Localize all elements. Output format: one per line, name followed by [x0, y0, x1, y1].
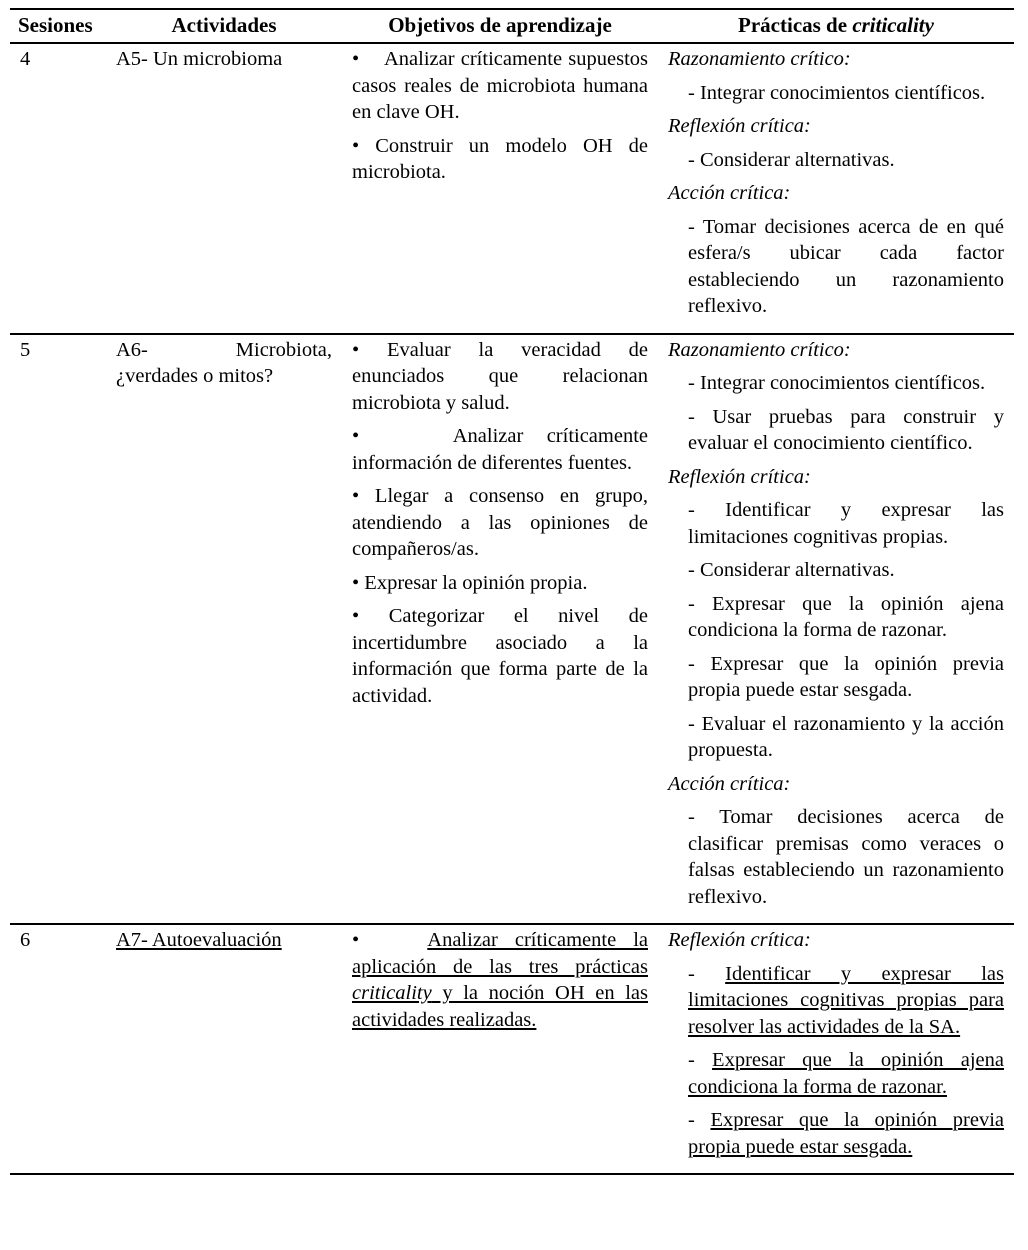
objective-item: • Evaluar la veracidad de enunciados que relacionan microbiota y salud. — [352, 338, 648, 414]
practice-item: - Usar pruebas para construir y evaluar el conocimiento científico. — [688, 405, 1004, 454]
table-row-session-5 — [10, 334, 1014, 925]
objective-item: • Analizar críticamente supuestos casos reales de microbiota humana en clave OH. — [352, 48, 648, 123]
header-objetivos: Objetivos de aprendizaje — [342, 9, 658, 43]
session-number: 4 — [10, 43, 106, 334]
practice-text: Identificar y expresar las limitaciones cognitivas propias para resolver las actividades de la SA. — [688, 962, 1004, 1038]
table-row-session-6 — [10, 924, 1014, 1174]
header-sesiones: Sesiones — [10, 9, 106, 43]
practice-item: - Expresar que la opinión previa propia puede estar sesgada. — [688, 652, 1004, 701]
practice-category: Razonamiento crítico: — [668, 48, 851, 70]
practice-dash: - — [688, 1049, 713, 1071]
objectives-cell — [342, 43, 658, 334]
practice-category: Acción crítica: — [668, 772, 791, 795]
header-practicas-italic: criticality — [852, 13, 934, 37]
activity-label: A7- Autoevaluación — [116, 929, 282, 951]
header-practicas — [658, 9, 1014, 43]
practices-cell — [658, 334, 1014, 925]
practice-category: Reflexión crítica: — [668, 929, 811, 951]
objective-item: • Llegar a consenso en grupo, atendiendo a las opiniones de compañeros/as. — [352, 485, 648, 560]
practice-text: Expresar que la opinión previa propia puede estar sesgada. — [688, 1109, 1005, 1158]
practice-item: - Expresar que la opinión ajena condiciona la forma de razonar. — [688, 592, 1004, 641]
activity-cell — [106, 924, 342, 1174]
header-practicas-prefix: Prácticas de — [738, 13, 853, 37]
session-number: 6 — [10, 924, 106, 1174]
practice-item: - Considerar alternativas. — [688, 148, 895, 171]
session-number: 5 — [10, 334, 106, 925]
objective-item: • Expresar la opinión propia. — [352, 571, 588, 594]
practice-dash: - — [688, 1109, 711, 1131]
practice-item: - Considerar alternativas. — [688, 559, 895, 581]
objective-item — [352, 927, 648, 1033]
practice-category: Reflexión crítica: — [668, 465, 811, 488]
practices-cell — [658, 43, 1014, 334]
objective-bullet: • — [352, 929, 428, 951]
criticality-table — [10, 8, 1014, 1175]
practice-item: - Evaluar el razonamiento y la acción propuesta. — [688, 712, 1004, 761]
header-actividades: Actividades — [106, 9, 342, 43]
practice-category: Razonamiento crítico: — [668, 338, 851, 361]
objective-text: y la noción OH en las actividades realizadas. — [352, 982, 648, 1031]
practice-category: Reflexión crítica: — [668, 115, 811, 137]
objective-italic-term: criticality — [352, 982, 432, 1004]
table-row-session-4 — [10, 43, 1014, 334]
activity-cell: A5- Un microbioma — [106, 43, 342, 334]
practice-item — [688, 1047, 1004, 1100]
practice-category: Acción crítica: — [668, 182, 791, 204]
objectives-cell — [342, 924, 658, 1174]
objective-item: • Construir un modelo OH de microbiota. — [352, 134, 648, 183]
practice-item: - Tomar decisiones acerca de en qué esfera/s ubicar cada factor estableciendo un razonamiento reflexivo. — [688, 215, 1004, 317]
practice-item: - Tomar decisiones acerca de clasificar premisas como veraces o falsas estableciendo un razonamiento reflexivo. — [688, 806, 1004, 908]
practice-item — [688, 961, 1004, 1041]
practice-item — [688, 1107, 1004, 1160]
objective-item: • Categorizar el nivel de incertidumbre asociado a la información que forma parte de la actividad. — [352, 605, 648, 707]
practice-item: - Identificar y expresar las limitaciones cognitivas propias. — [688, 499, 1004, 548]
practice-item: - Integrar conocimientos científicos. — [688, 81, 986, 104]
practice-text: Expresar que la opinión ajena condiciona la forma de razonar. — [688, 1049, 1004, 1098]
objective-text: Analizar críticamente la aplicación de las tres prácticas — [352, 929, 648, 978]
activity-cell: A6- Microbiota, ¿verdades o mitos? — [106, 334, 342, 925]
practice-dash: - — [688, 962, 726, 985]
objectives-cell — [342, 334, 658, 925]
header-row — [10, 9, 1014, 43]
practice-item: - Integrar conocimientos científicos. — [688, 372, 986, 394]
practices-cell — [658, 924, 1014, 1174]
objective-item: • Analizar críticamente información de diferentes fuentes. — [352, 425, 648, 474]
